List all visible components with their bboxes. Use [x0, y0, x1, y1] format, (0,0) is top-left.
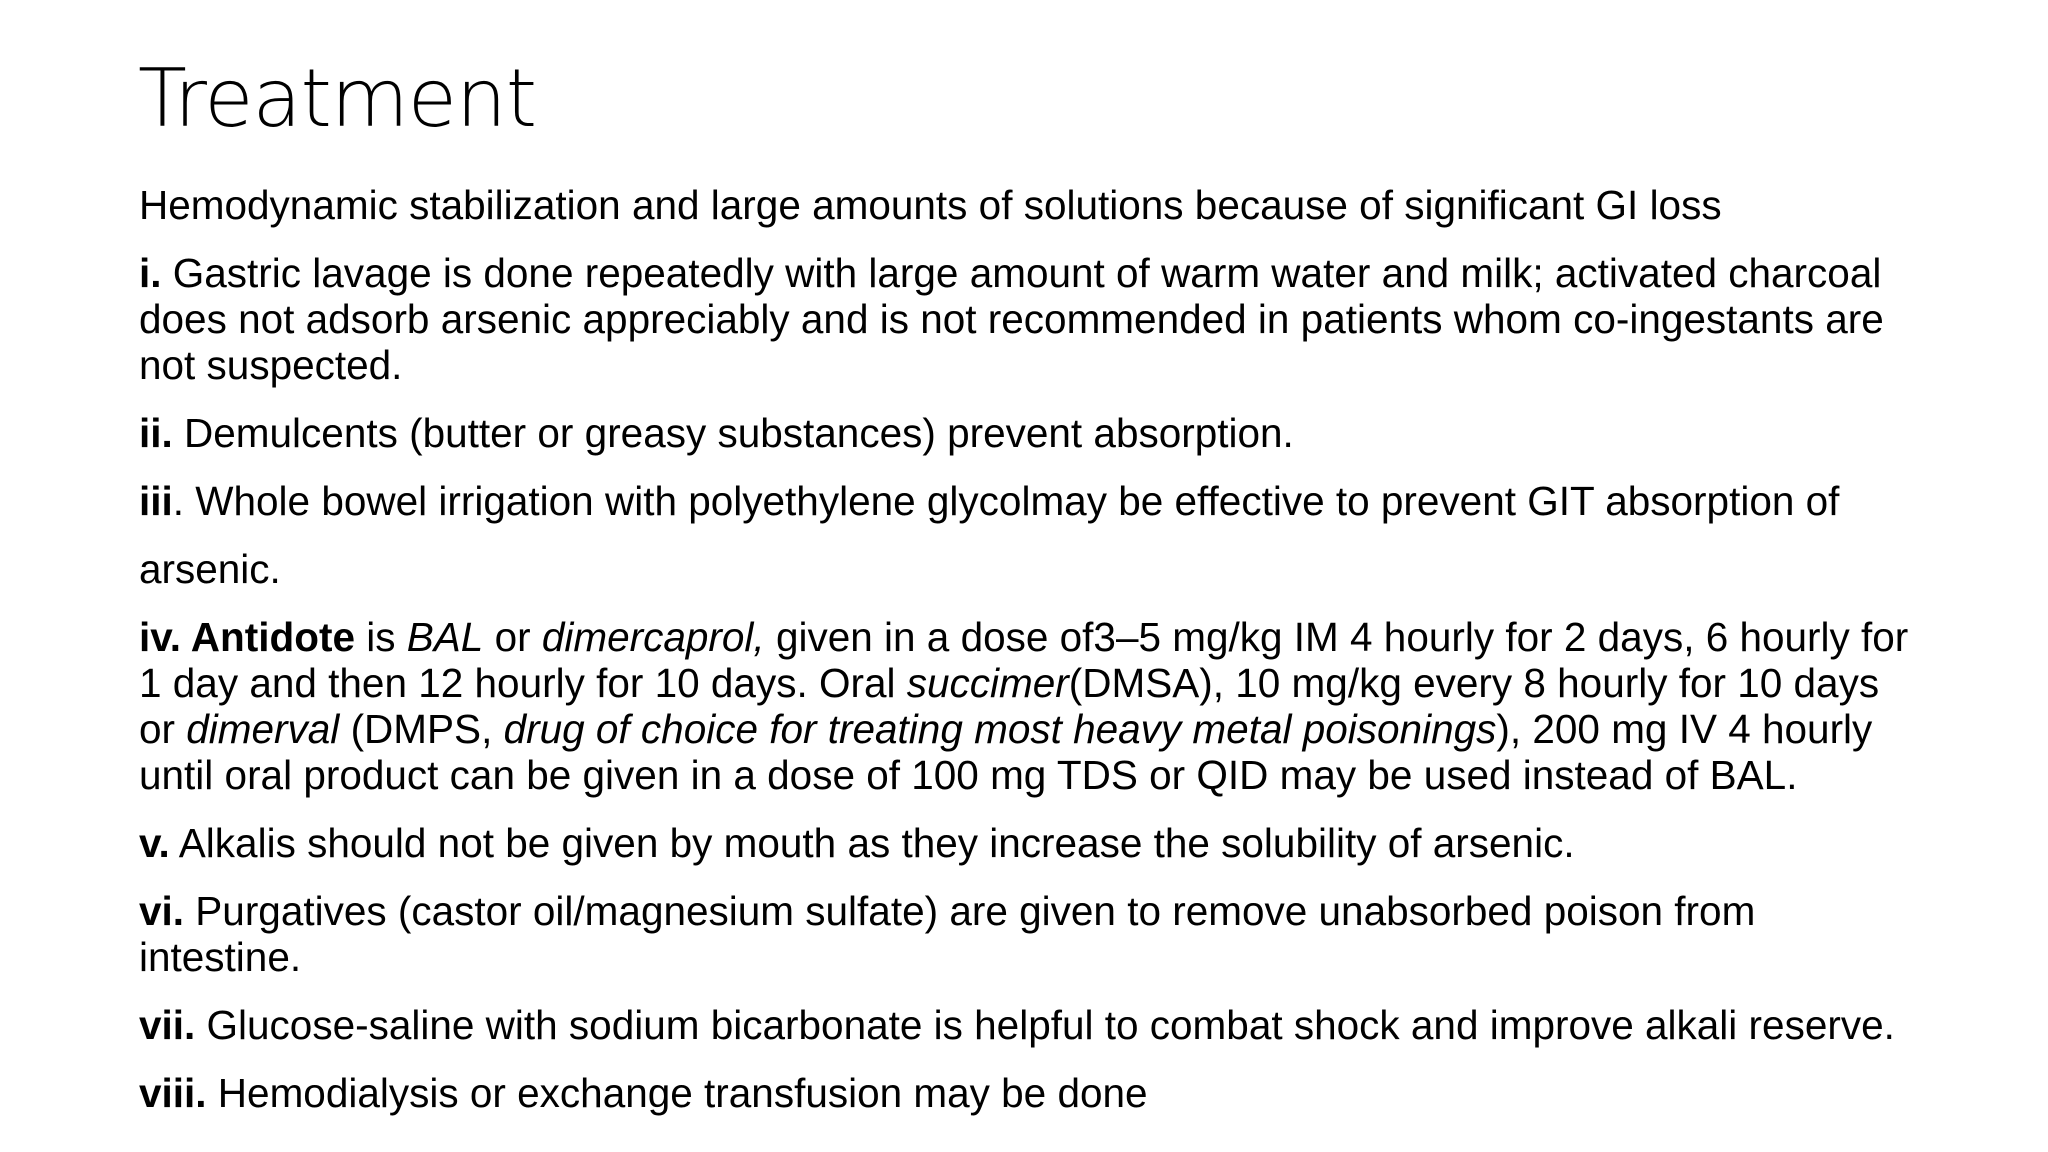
item-iv-line-2 [139, 660, 2039, 706]
item-vi [139, 888, 2039, 980]
item-iv-line-4: until oral product can be given in a dose of 100 mg TDS or QID may be used instead of BAL. [139, 752, 1798, 798]
item-vi-marker: vi. [139, 888, 185, 934]
item-iii [139, 478, 2039, 524]
item-iv-text: is [355, 614, 407, 660]
item-v [139, 820, 2039, 866]
item-vii [139, 1002, 2039, 1048]
item-iii-marker: iii [139, 478, 173, 524]
drug-name-dimercaprol: dimercaprol, [541, 614, 765, 660]
item-iv-marker: iv. Antidote [139, 614, 355, 660]
drug-name-dimerval: dimerval [186, 706, 340, 752]
item-iii-continuation-text: arsenic. [139, 546, 281, 592]
item-iv-text: (DMSA), 10 mg/kg every 8 hourly for 10 days [1068, 660, 1880, 706]
drug-name-bal: BAL [406, 614, 484, 660]
item-iv-text: or [139, 706, 187, 752]
item-viii [139, 1070, 2039, 1116]
item-iii-text: . Whole bowel irrigation with polyethylene glycolmay be effective to prevent GIT absorption of [172, 478, 1840, 524]
item-iv-text: or [483, 614, 542, 660]
drug-name-succimer: succimer [906, 660, 1069, 706]
item-iv-text: (DMPS, [339, 706, 504, 752]
slide-title: Treatment [138, 52, 537, 145]
item-v-text: Alkalis should not be given by mouth as they increase the solubility of arsenic. [169, 820, 1575, 866]
item-viii-marker: viii. [139, 1070, 207, 1116]
item-i-line-2: does not adsorb arsenic appreciably and is not recommended in patients whom co-ingestants are [139, 296, 1884, 342]
item-iv [139, 614, 2039, 798]
item-iv-line-3 [139, 706, 2039, 752]
item-vii-marker: vii. [139, 1002, 196, 1048]
item-i-line-1 [139, 250, 2039, 296]
item-viii-text: Hemodialysis or exchange transfusion may be done [206, 1070, 1148, 1116]
item-iii-continuation [139, 546, 2039, 592]
slide-body [139, 182, 2039, 1138]
drug-of-choice-note: drug of choice for treating most heavy metal poisonings [503, 706, 1497, 752]
item-v-marker: v. [139, 820, 170, 866]
item-ii-text: Demulcents (butter or greasy substances) prevent absorption. [172, 410, 1294, 456]
item-iv-line-1 [139, 614, 2039, 660]
item-iii-line-1 [139, 478, 2039, 524]
item-i-line-3: not suspected. [139, 342, 403, 388]
item-i [139, 250, 2039, 388]
item-vi-line-1 [139, 888, 2039, 934]
item-vi-line-2: intestine. [139, 934, 302, 980]
item-ii-marker: ii. [139, 410, 173, 456]
item-iv-text: ), 200 mg IV 4 hourly [1496, 706, 1873, 752]
item-vii-text: Glucose-saline with sodium bicarbonate is helpful to combat shock and improve alkali reserve. [195, 1002, 1895, 1048]
item-i-text-1: Gastric lavage is done repeatedly with large amount of warm water and milk; activated charcoal [161, 250, 1882, 296]
item-iv-text: 1 day and then 12 hourly for 10 days. Oral [139, 660, 907, 706]
intro-text: Hemodynamic stabilization and large amounts of solutions because of significant GI loss [139, 182, 1722, 228]
item-iv-text: given in a dose of3–5 mg/kg IM 4 hourly for 2 days, 6 hourly for [764, 614, 1909, 660]
intro-paragraph [139, 182, 2039, 228]
item-i-marker: i. [139, 250, 162, 296]
item-vi-text-1: Purgatives (castor oil/magnesium sulfate) are given to remove unabsorbed poison from [184, 888, 1756, 934]
item-ii [139, 410, 2039, 456]
